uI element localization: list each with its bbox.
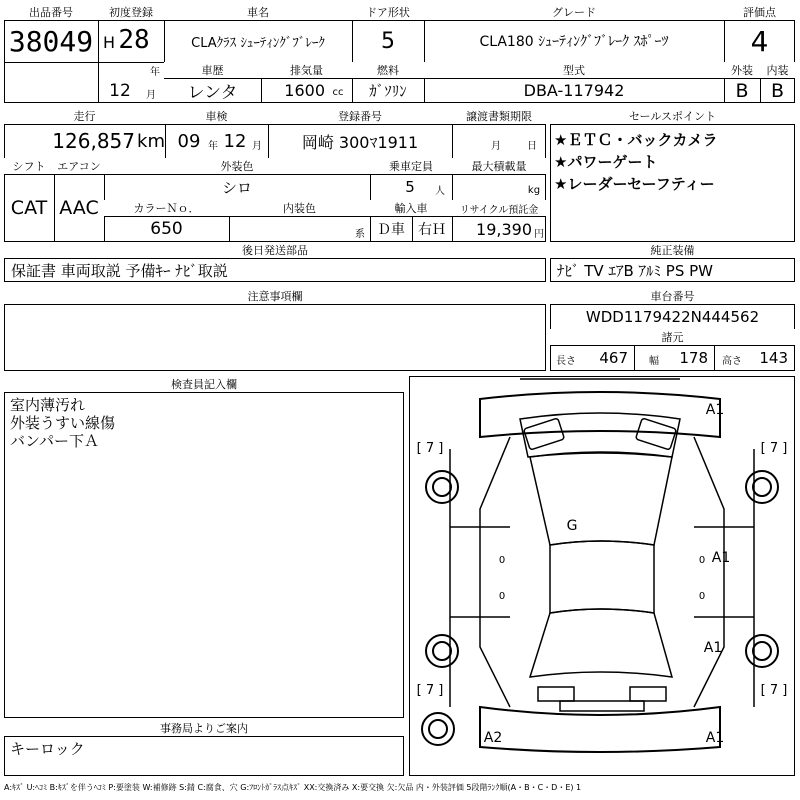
ext-score: B: [735, 79, 749, 102]
door-mark: 0: [498, 590, 506, 602]
door-mark: 0: [498, 554, 506, 566]
inspection-year-unit: 年: [208, 140, 218, 152]
height-label: 高さ: [722, 355, 742, 367]
lot-number: 38049: [8, 24, 94, 58]
history-value: レンタ: [187, 83, 238, 103]
length-value: 467: [599, 349, 628, 367]
office-value: キーロック: [10, 739, 85, 758]
wheel-front-left: [426, 471, 458, 503]
inspection-month-unit: 月: [252, 140, 262, 152]
inspection-label: 車検: [165, 108, 268, 124]
capacity-unit: 人: [435, 185, 445, 197]
car-name-label: 車名: [164, 4, 352, 20]
first-reg-month-unit: 月: [146, 89, 156, 101]
color-no-value: 650: [150, 219, 183, 239]
damage-mark: A1: [705, 402, 725, 418]
ac-label: エアコン: [54, 158, 104, 174]
mileage-unit: km: [137, 130, 165, 152]
front-bumper-shape: [480, 392, 720, 437]
inspection-year: 09: [177, 130, 201, 152]
recycle-label: リサイクル預託金: [452, 200, 546, 216]
damage-mark: A2: [483, 730, 503, 746]
inspector-line: 室内薄汚れ: [10, 395, 86, 414]
model-value: DBA-117942: [523, 81, 625, 100]
wheel-rear-left: [426, 635, 458, 667]
wheel-rear-right: [746, 635, 778, 667]
shift-value: CAT: [10, 197, 48, 219]
car-diagram-box: [409, 376, 795, 776]
dims-label: 諸元: [550, 329, 795, 345]
width-value: 178: [679, 349, 708, 367]
equipment-label: 純正装備: [550, 242, 795, 258]
ext-color-value: シロ: [221, 178, 252, 197]
shift-label: シフト: [4, 158, 54, 174]
capacity-value: 5: [405, 178, 415, 196]
load-unit: kg: [527, 184, 541, 196]
int-color-unit: 系: [355, 228, 365, 240]
office-label: 事務局よりご案内: [4, 720, 404, 736]
inspector-line: 外装うすい線傷: [10, 413, 116, 432]
first-reg-label: 初度登録: [98, 4, 164, 20]
grade-label: グレード: [424, 4, 724, 20]
displacement-label: 排気量: [261, 62, 352, 78]
legend: A:ｷｽﾞ U:ﾍｺﾐ B:ｷｽﾞを伴うﾍｺﾐ P:要塗装 W:補修跡 S:錆 C:腐食、穴 G:ﾌﾛﾝﾄｶﾞﾗｽ点ｷｽﾞ XX:交換済み X:要交換 欠:欠品 内・外装評価 5段階ﾗﾝｸ順(A・B・C・D・E) 1: [4, 782, 582, 792]
first-reg-month: 12: [109, 81, 131, 101]
ext-color-label: 外装色: [104, 158, 370, 174]
first-reg-year-unit: 年: [150, 66, 160, 78]
inspection-month: 12: [223, 130, 247, 152]
plate-value: 岡崎 300ﾏ1911: [301, 132, 419, 152]
equipment-value: ﾅﾋﾞ TV ｴｱB ｱﾙﾐ PS PW: [557, 261, 713, 280]
tire-depth-front-left: [ 7 ]: [416, 440, 444, 456]
later-value: 保証書 車両取説 予備ｷｰ ﾅﾋﾞ取説: [11, 261, 228, 280]
load-label: 最大積載量: [452, 158, 546, 174]
int-score: B: [770, 79, 785, 102]
door-mark: 0: [698, 590, 706, 602]
fuel-value: ｶﾞｿﾘﾝ: [369, 82, 407, 100]
import-d: Ｄ車: [377, 222, 405, 238]
first-reg-era: H: [102, 32, 116, 52]
capacity-label: 乗車定員: [370, 158, 452, 174]
car-name: CLAｸﾗｽ ｼｭｰﾃｨﾝｸﾞﾌﾞﾚｰｸ: [191, 35, 325, 51]
grade-value: CLA180 ｼｭｰﾃｨﾝｸﾞﾌﾞﾚｰｸ ｽﾎﾟｰﾂ: [479, 34, 669, 50]
inspector-label: 検査員記入欄: [4, 376, 404, 392]
damage-mark: A1: [711, 550, 731, 566]
score-label: 評価点: [724, 4, 795, 20]
recycle-unit: 円: [534, 228, 544, 240]
tire-depth-rear-left: [ 7 ]: [416, 682, 444, 698]
car-diagram: [410, 377, 794, 775]
recycle-value: 19,390: [476, 219, 532, 239]
mileage-value: 126,857: [52, 129, 135, 153]
door-mark: 0: [698, 554, 706, 566]
fuel-label: 燃料: [352, 62, 424, 78]
int-score-label: 内装: [760, 62, 795, 78]
score-value: 4: [750, 24, 769, 58]
wheel-front-right: [746, 471, 778, 503]
first-reg-year: 28: [118, 25, 150, 55]
mileage-label: 走行: [4, 108, 165, 124]
color-no-label: カラーＮｏ．: [104, 200, 229, 216]
model-label: 型式: [424, 62, 724, 78]
history-label: 車歴: [164, 62, 261, 78]
ac-value: AAC: [59, 197, 99, 219]
displacement-unit: cc: [332, 86, 344, 98]
doors-value: 5: [381, 28, 395, 54]
tire-depth-front-right: [ 7 ]: [760, 440, 788, 456]
length-label: 長さ: [556, 355, 576, 367]
transfer-day-unit: 日: [527, 140, 537, 152]
transfer-month-unit: 月: [491, 140, 501, 152]
sales-item: ★レーダーセーフティー: [554, 174, 715, 193]
displacement-value: 1600: [284, 81, 325, 100]
tire-depth-rear-right: [ 7 ]: [760, 682, 788, 698]
lot-label: 出品番号: [4, 4, 98, 20]
height-value: 143: [759, 349, 788, 367]
ext-score-label: 外装: [724, 62, 760, 78]
spare-wheel: [422, 713, 454, 745]
sales-item: ★パワーゲート: [554, 152, 658, 171]
plate-label: 登録番号: [268, 108, 452, 124]
import-label: 輸入車: [370, 200, 452, 216]
chassis-label: 車台番号: [550, 288, 795, 304]
int-color-label: 内装色: [229, 200, 370, 216]
chassis-value: WDD1179422N444562: [585, 307, 760, 326]
notes-label: 注意事項欄: [4, 288, 546, 304]
sales-item: ★ＥＴＣ・バックカメラ: [554, 130, 718, 149]
width-label: 幅: [649, 355, 659, 367]
damage-mark: A1: [703, 640, 723, 656]
sales-label: セールスポイント: [550, 108, 795, 124]
import-h: 右Ｈ: [418, 222, 446, 238]
inspector-line: バンパー下Ａ: [10, 431, 99, 450]
doors-label: ドア形状: [352, 4, 424, 20]
damage-mark: A1: [705, 730, 725, 746]
damage-mark: G: [566, 518, 578, 534]
transfer-label: 譲渡書類期限: [452, 108, 546, 124]
later-label: 後日発送部品: [4, 242, 546, 258]
